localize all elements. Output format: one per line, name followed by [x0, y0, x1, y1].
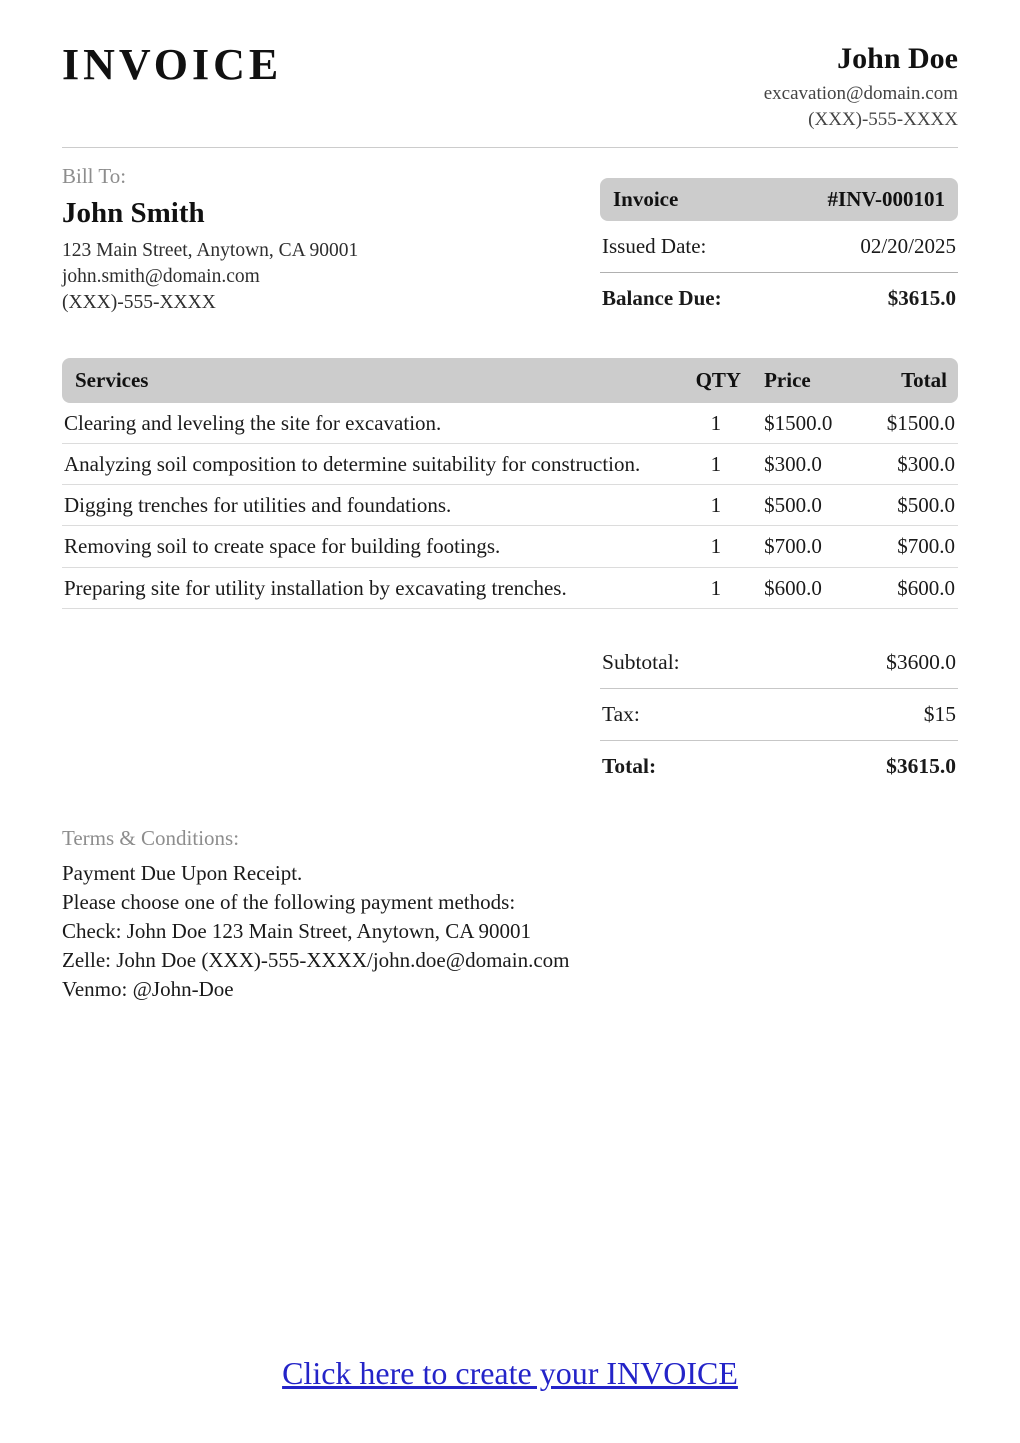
service-total: $1500.0	[884, 403, 958, 444]
balance-due-label: Balance Due:	[602, 286, 722, 310]
issued-date-label: Issued Date:	[602, 234, 707, 258]
client-name: John Smith	[62, 197, 205, 229]
balance-due-row	[600, 273, 958, 324]
total-column-header: Total	[884, 358, 958, 403]
terms-line: Venmo: @John-Doe	[62, 976, 234, 1001]
business-email: excavation@domain.com	[763, 83, 958, 104]
tax-row	[600, 689, 958, 741]
balance-due-value: $3615.0	[887, 286, 956, 310]
table-row	[62, 568, 958, 609]
service-qty: 1	[676, 403, 741, 444]
invoice-number: #INV-000101	[827, 187, 945, 211]
page-footer	[0, 1355, 1020, 1392]
total-row	[600, 741, 958, 792]
service-description: Digging trenches for utilities and foundations.	[62, 485, 676, 526]
service-total: $500.0	[884, 485, 958, 526]
terms-section	[62, 826, 958, 1004]
service-description: Removing soil to create space for building footings.	[62, 526, 676, 567]
table-row	[62, 526, 958, 567]
service-qty: 1	[676, 526, 741, 567]
qty-column-header: QTY	[676, 358, 741, 403]
client-phone: (XXX)-555-XXXX	[62, 292, 216, 313]
services-table	[62, 358, 958, 609]
service-description: Clearing and leveling the site for excavation.	[62, 403, 676, 444]
service-price: $1500.0	[741, 403, 884, 444]
services-header-row	[62, 358, 958, 403]
business-name: John Doe	[837, 42, 958, 75]
services-column-header: Services	[62, 358, 676, 403]
terms-line: Please choose one of the following payment methods:	[62, 889, 516, 914]
total-label: Total:	[602, 753, 657, 778]
invoice-meta-header	[600, 178, 958, 221]
issued-date-value: 02/20/2025	[860, 234, 956, 258]
table-row	[62, 403, 958, 444]
table-row	[62, 444, 958, 485]
header-divider	[62, 147, 958, 148]
client-email: john.smith@domain.com	[62, 266, 260, 287]
service-total: $600.0	[884, 568, 958, 609]
tax-label: Tax:	[602, 701, 640, 726]
invoice-meta-block	[600, 178, 958, 324]
tax-value: $15	[923, 701, 956, 726]
service-price: $500.0	[741, 485, 884, 526]
bill-to-label: Bill To:	[62, 164, 127, 188]
service-description: Analyzing soil composition to determine suitability for construction.	[62, 444, 676, 485]
page-title: INVOICE	[62, 40, 283, 89]
client-address: 123 Main Street, Anytown, CA 90001	[62, 240, 359, 261]
price-column-header: Price	[741, 358, 884, 403]
terms-line: Check: John Doe 123 Main Street, Anytown, CA 90001	[62, 918, 531, 943]
table-row	[62, 485, 958, 526]
service-qty: 1	[676, 568, 741, 609]
service-total: $700.0	[884, 526, 958, 567]
page-header	[62, 42, 958, 133]
service-description: Preparing site for utility installation by excavating trenches.	[62, 568, 676, 609]
service-qty: 1	[676, 444, 741, 485]
subtotal-value: $3600.0	[886, 649, 956, 674]
bill-to-block	[62, 164, 358, 324]
business-phone: (XXX)-555-XXXX	[808, 109, 958, 130]
terms-line: Payment Due Upon Receipt.	[62, 860, 303, 885]
service-total: $300.0	[884, 444, 958, 485]
issued-date-row	[600, 221, 958, 273]
create-invoice-link[interactable]: Click here to create your INVOICE	[282, 1355, 738, 1391]
subtotal-label: Subtotal:	[602, 649, 680, 674]
subtotal-row	[600, 637, 958, 689]
terms-heading: Terms & Conditions:	[62, 825, 240, 850]
service-price: $700.0	[741, 526, 884, 567]
service-qty: 1	[676, 485, 741, 526]
billing-section	[62, 164, 958, 324]
total-value: $3615.0	[886, 753, 956, 778]
business-contact-block	[764, 42, 958, 133]
service-price: $300.0	[741, 444, 884, 485]
totals-block	[600, 637, 958, 792]
terms-line: Zelle: John Doe (XXX)-555-XXXX/john.doe@domain.com	[62, 947, 570, 972]
service-price: $600.0	[741, 568, 884, 609]
invoice-label: Invoice	[613, 187, 679, 211]
